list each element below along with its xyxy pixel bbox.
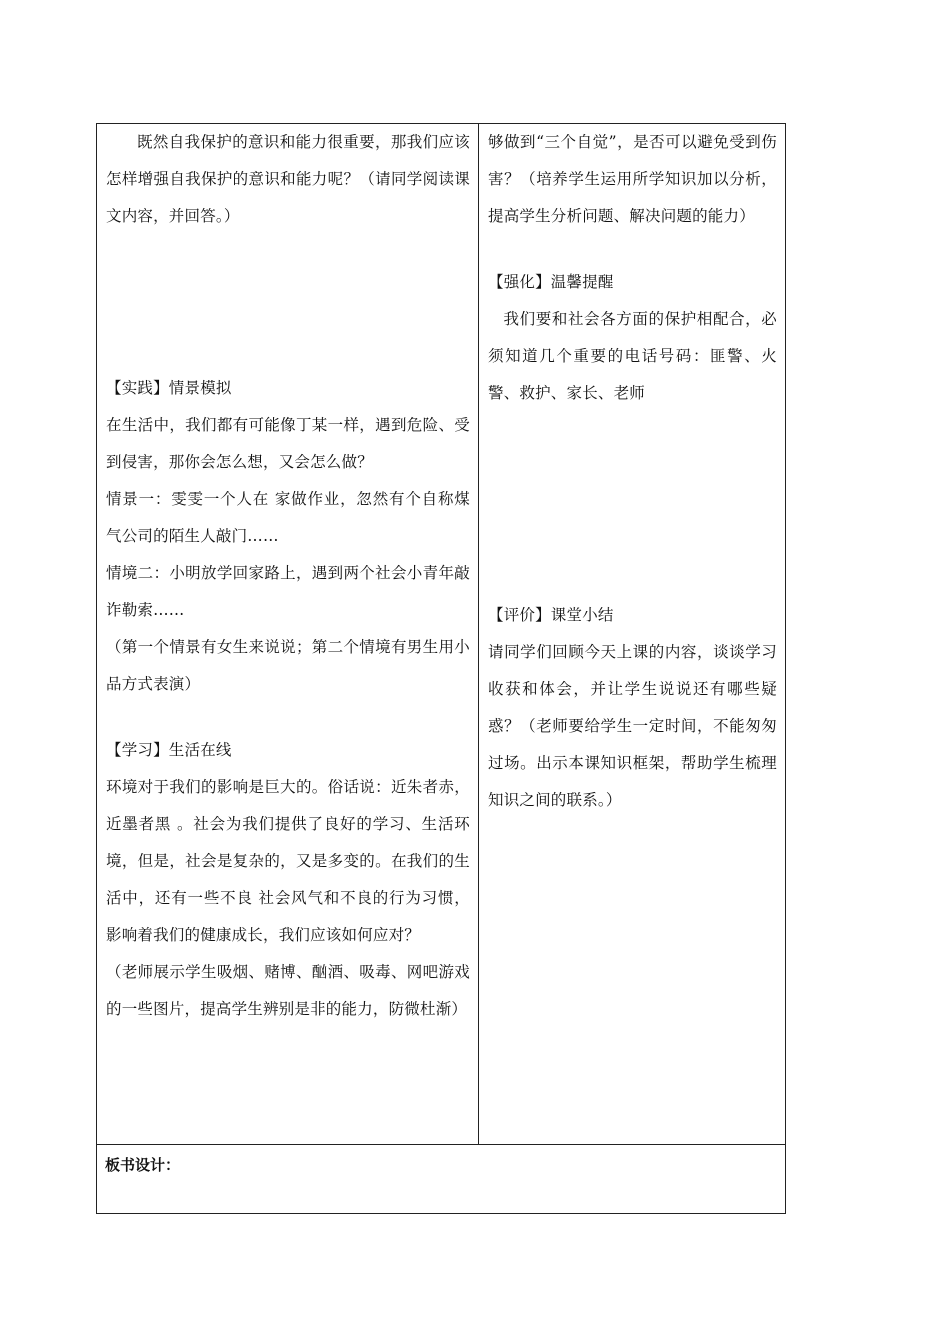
practice-scene-two: 情境二：小明放学回家路上，遇到两个社会小青年敲诈勒索…… (106, 564, 470, 619)
spacer (488, 412, 777, 597)
study-body: 环境对于我们的影响是巨大的。俗话说：近朱者赤，近墨者黑 。社会为我们提供了良好的学习、生活环境，但是，社会是复杂的，又是多变的。在我们的生活中，还有一些不良 社会风气和不良的行为习惯，影响着我们的健康成长，我们应该如何应对？ (106, 778, 470, 944)
evaluate-body: 请同学们回顾今天上课的内容，谈谈学习收获和体会，并让学生说说还有哪些疑惑？（老师要给学生一定时间，不能匆匆过场。出示本课知识框架，帮助学生梳理知识之间的联系。） (488, 643, 777, 809)
right-column-cell (479, 124, 786, 1145)
spacer (106, 703, 470, 732)
board-design-label: 板书设计： (105, 1156, 181, 1174)
spacer (488, 235, 777, 264)
right-column-text (479, 124, 785, 819)
study-note: （老师展示学生吸烟、赌博、酗酒、吸毒、网吧游戏的一些图片，提高学生辨别是非的能力，防微杜渐） (106, 963, 470, 1018)
practice-note: （第一个情景有女生来说说；第二个情境有男生用小品方式表演） (106, 638, 470, 693)
left-column-cell (97, 124, 479, 1145)
practice-heading: 【实践】情景模拟 (106, 379, 232, 397)
board-design-row (97, 1145, 786, 1214)
practice-prompt: 在生活中，我们都有可能像丁某一样，遇到危险、受到侵害，那你会怎么想，又会怎么做？ (106, 416, 470, 471)
right-intro-paragraph: 够做到“三个自觉”，是否可以避免受到伤害？（培养学生运用所学知识加以分析，提高学生分析问题、解决问题的能力） (488, 133, 777, 225)
practice-scene-one: 情景一：雯雯一个人在 家做作业，忽然有个自称煤气公司的陌生人敲门…… (106, 490, 470, 545)
reinforce-heading: 【强化】温馨提醒 (488, 273, 614, 291)
left-intro-paragraph: 既然自我保护的意识和能力很重要，那我们应该怎样增强自我保护的意识和能力呢？（请同学阅读课文内容，并回答。） (106, 133, 470, 225)
left-column-text (97, 124, 478, 1028)
study-heading: 【学习】生活在线 (106, 741, 232, 759)
evaluate-heading: 【评价】课堂小结 (488, 606, 614, 624)
lesson-plan-table (96, 123, 786, 1214)
board-design-cell (97, 1145, 786, 1214)
activity-row (97, 124, 786, 1145)
spacer (106, 235, 470, 370)
reinforce-body: 我们要和社会各方面的保护相配合，必须知道几个重要的电话号码：匪警、火警、救护、家长、老师 (488, 310, 777, 402)
